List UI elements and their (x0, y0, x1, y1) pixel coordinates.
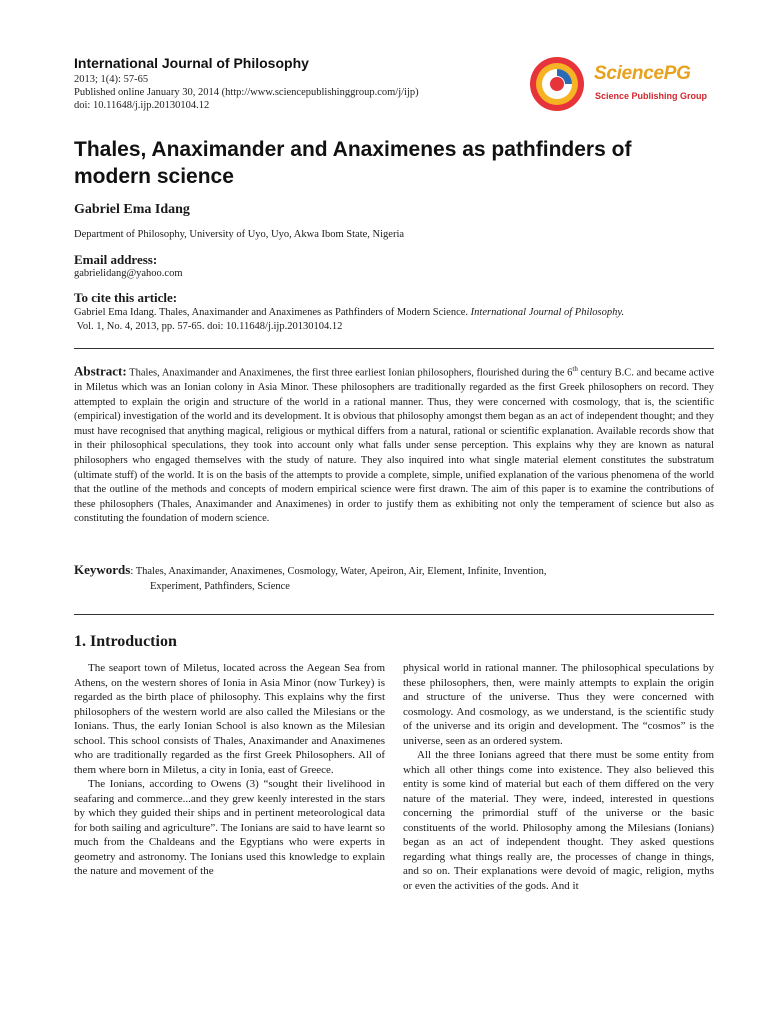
citation-text: Gabriel Ema Idang. Thales, Anaximander and Anaximenes as Pathfinders of Modern Science. (74, 307, 471, 318)
keywords-line1: Thales, Anaximander, Anaximenes, Cosmology, Water, Apeiron, Air, Element, Infinite, Invention, (135, 566, 547, 577)
intro-paragraph: The seaport town of Miletus, located across the Aegean Sea from Athens, on the western shores of Ionia in Asia Minor (now Turkey) is regarded as the birth place of philosophy. This explains why the first philosophers of the western world are also called the Milesians or the Ionians. Thus, the early Ionian School is also known as the Milesian school. This school consists of Thales, Anaximander and Anaximenes who are traditionally regarded as the first Greek Philosophers. All of them where born in Miletus, a city in Ionia, east of Greece. (74, 662, 385, 776)
right-column (403, 661, 714, 893)
logo-subtitle: Science Publishing Group (595, 91, 708, 101)
divider-bottom (74, 614, 714, 615)
keywords: Keywords: Thales, Anaximander, Anaximenes, Cosmology, Water, Apeiron, Air, Element, Infinite, Invention, Experiment, Pathfinders, Science (74, 562, 714, 594)
cite-heading: To cite this article: (74, 290, 178, 305)
abstract-text-b: century B.C. and became active in Miletus which was an Ionian colony in Asia Minor. These philosophers are traditionally regarded as the first Greek philosophers on record. They attempted to explain the origin and structure of the world in a rational manner. Thus, they were concerned with cosmology, that is, the scientific (empirical) investigation of the world and its development. It is obvious that philosophy amongst them began as an act of independent thought; and they must have recognised that anything magical, religious or mythical differs from a natural, rational or scientific explanation. Available records show that in their philosophical speculations, they took into account only what falls under sense perception. This explains why they are known as natural philosophers who engaged themselves with the study of nature. They also inquired into what single material element constitutes the substratum (ultimate stuff) of the world. It is on the basis of the attempts to provide a complete, simple, unified explanation of the various phenomena of the world that the outline of the methods and concepts of modern empirical science were first drawn. The aim of this paper is to examine the contributions of these philosophers (Thales, Anaximander and Anaximenes) in order to justify them as exhibiting not only the temperament of science but also as constituting the foundation of modern science. (74, 367, 714, 525)
keywords-label: Keywords (74, 562, 131, 577)
abstract-text-a: Thales, Anaximander and Anaximenes, the first three earliest Ionian philosophers, flourished during the 6 (129, 367, 573, 379)
email-heading: Email address: (74, 252, 158, 267)
keywords-line2: Experiment, Pathfinders, Science (150, 581, 290, 592)
logo-brand: SciencePG (594, 63, 691, 84)
paper-title: Thales, Anaximander and Anaximenes as pathfinders of modern science (74, 138, 632, 188)
affiliation: Department of Philosophy, University of Uyo, Uyo, Akwa Ibom State, Nigeria (74, 229, 405, 240)
intro-paragraph: physical world in rational manner. The philosophical speculations by these philosophers, then, were mainly attempts to explain the origin and structure of the universe. Thus they were concerned with cosmology. And cosmology, as we understand, is the scientific study of the universe and its origin and development. The “cosmos” is the universe, seen as an ordered system. (403, 662, 714, 747)
citation-volume: Vol. 1, No. 4, 2013, pp. 57-65. doi: 10.11648/j.ijp.20130104.12 (76, 321, 343, 332)
volume-info: 2013; 1(4): 57-65 (74, 74, 149, 85)
abstract-sup: th (572, 365, 578, 373)
abstract (74, 362, 714, 527)
logo-ring-icon (528, 55, 586, 113)
journal-title: International Journal of Philosophy (74, 55, 309, 71)
intro-paragraph: All the three Ionians agreed that there must be some entity from which all other things come into existence. They also believed this entity is some kind of material but each of them differed on the very nature of the material. They were, indeed, interested in questions concerning the primordial stuff of the universe or the basic constituents of the world. Philosophy among the Milesians (Ionians) began as an act of independent thought. They asked questions regarding what things really are, the processes of change in things, and so on. Their explanations were devoid of magic, religion, myths or even the activities of the gods. And it (403, 749, 714, 892)
author-name: Gabriel Ema Idang (74, 202, 190, 217)
divider-top (74, 348, 714, 349)
section-heading: 1. Introduction (74, 633, 177, 650)
citation (74, 306, 714, 334)
citation-journal: International Journal of Philosophy. (470, 307, 625, 318)
published-info: Published online January 30, 2014 (http://www.sciencepublishinggroup.com/j/ijp) (74, 87, 419, 98)
doi-line: doi: 10.11648/j.ijp.20130104.12 (74, 100, 210, 111)
intro-paragraph: The Ionians, according to Owens (3) “sought their livelihood in seafaring and commerce...and they grew keenly interested in the stars by which they guided their ships and in pertinent meteorological data for both sailing and agriculture”. The Ionians are said to have learnt so much from the Chaldeans and the Egyptians who were experts in geometry and astronomy. The Ionians used this knowledge to explain the nature and movement of the (74, 778, 385, 877)
left-column (74, 661, 385, 879)
email-address: gabrielidang@yahoo.com (74, 268, 183, 279)
publisher-logo (528, 55, 718, 115)
abstract-label: Abstract: (74, 363, 127, 379)
